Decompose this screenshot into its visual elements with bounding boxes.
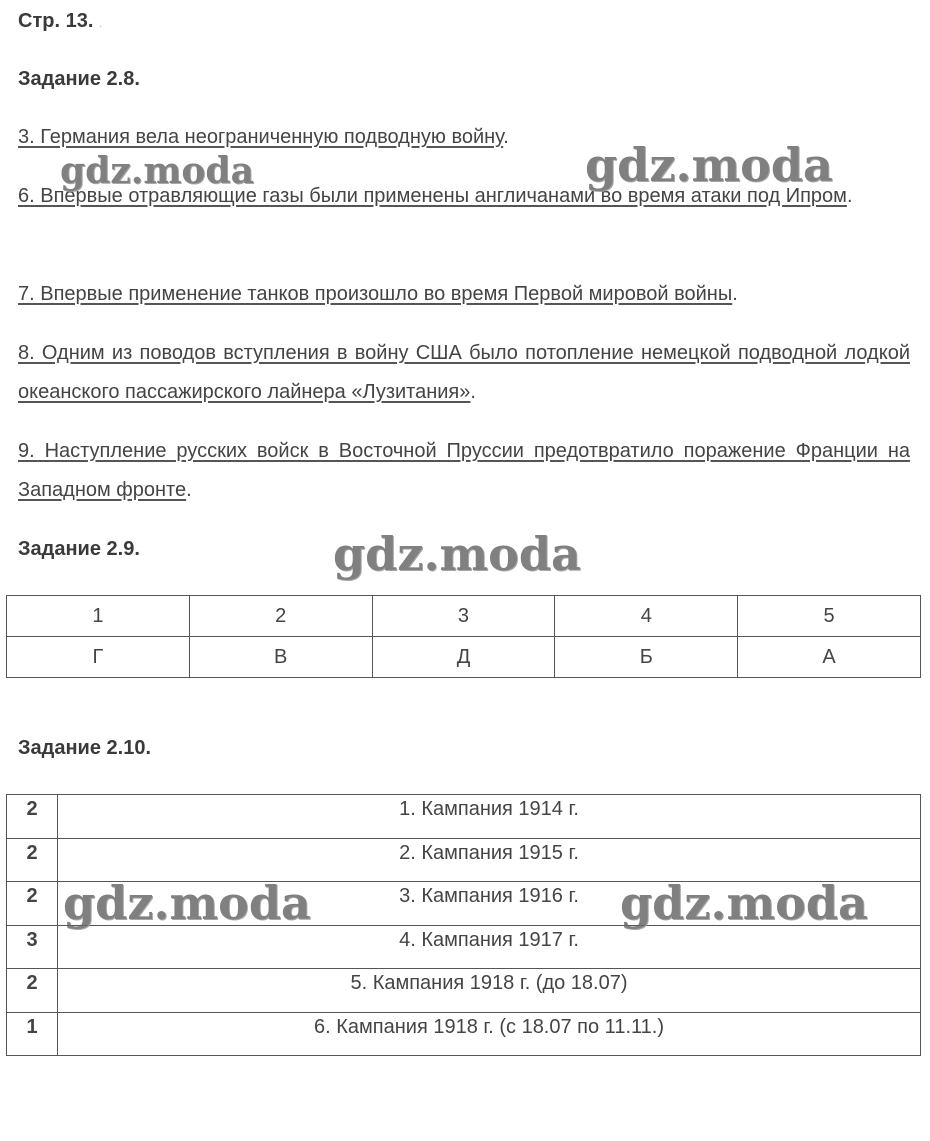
task-2-8-item-9: 9. Наступление русских войск в Восточной Пруссии предотвратило поражение Франции на Западном фронте. <box>18 440 910 501</box>
task-2-9-table <box>6 595 921 678</box>
count-cell: 1 <box>7 1012 58 1056</box>
count-cell: 3 <box>7 925 58 969</box>
count-cell: 2 <box>7 795 58 839</box>
table-row <box>7 1012 921 1056</box>
table-cell: В <box>189 637 372 678</box>
task-2-8-item-6: 6. Впервые отравляющие газы были применены англичанами во время атаки под Ипром. <box>18 185 853 207</box>
table-cell: Д <box>372 637 555 678</box>
task-2-8-item-7: 7. Впервые применение танков произошло во время Первой мировой войны. <box>18 283 738 305</box>
task-2-10-title: Задание 2.10. <box>18 737 152 759</box>
table-row <box>7 795 921 839</box>
task-2-8-title: Задание 2.8. <box>18 68 140 90</box>
table-cell: 5 <box>738 596 921 637</box>
watermark: gdz.moda <box>333 527 581 581</box>
table-row <box>7 969 921 1013</box>
answer-text: 6. Впервые отравляющие газы были применены англичанами во время атаки под Ипром <box>18 185 847 207</box>
count-cell: 2 <box>7 838 58 882</box>
answer-text: 9. Наступление русских войск в Восточной Пруссии предотвратило поражение Франции на Западном фронте <box>18 440 910 501</box>
table-cell: 4 <box>555 596 738 637</box>
watermark: gdz.moda <box>63 876 311 930</box>
watermark: gdz.moda <box>620 876 868 930</box>
campaign-cell: 4. Кампания 1917 г. <box>58 925 921 969</box>
table-cell: Г <box>7 637 190 678</box>
table-row <box>7 596 921 637</box>
table-row <box>7 838 921 882</box>
watermark: gdz.moda <box>60 150 254 192</box>
page-mark: . <box>98 16 103 30</box>
task-2-9-title: Задание 2.9. <box>18 538 140 560</box>
table-cell: 2 <box>189 596 372 637</box>
answer-text: 8. Одним из поводов вступления в войну США было потопление немецкой подводной лодкой океанского пассажирского лайнера «Лузитания» <box>18 342 910 403</box>
table-row <box>7 925 921 969</box>
watermark: gdz.moda <box>585 138 833 192</box>
table-cell: 3 <box>372 596 555 637</box>
table-row <box>7 637 921 678</box>
answer-text: 3. Германия вела неограниченную подводную войну <box>18 126 504 148</box>
table-cell: 1 <box>7 596 190 637</box>
table-cell: Б <box>555 637 738 678</box>
task-2-8-item-3: 3. Германия вела неограниченную подводную войну. <box>18 126 509 148</box>
campaign-cell: 5. Кампания 1918 г. (до 18.07) <box>58 969 921 1013</box>
campaign-cell: 1. Кампания 1914 г. <box>58 795 921 839</box>
campaign-cell: 3. Кампания 1916 г. <box>58 882 921 926</box>
table-cell: А <box>738 637 921 678</box>
answer-text: 7. Впервые применение танков произошло во время Первой мировой войны <box>18 283 733 305</box>
campaign-cell: 6. Кампания 1918 г. (с 18.07 по 11.11.) <box>58 1012 921 1056</box>
page-label: Стр. 13. . <box>18 10 103 32</box>
campaign-cell: 2. Кампания 1915 г. <box>58 838 921 882</box>
count-cell: 2 <box>7 882 58 926</box>
task-2-8-item-8: 8. Одним из поводов вступления в войну США было потопление немецкой подводной лодкой океанского пассажирского лайнера «Лузитания». <box>18 342 910 403</box>
count-cell: 2 <box>7 969 58 1013</box>
